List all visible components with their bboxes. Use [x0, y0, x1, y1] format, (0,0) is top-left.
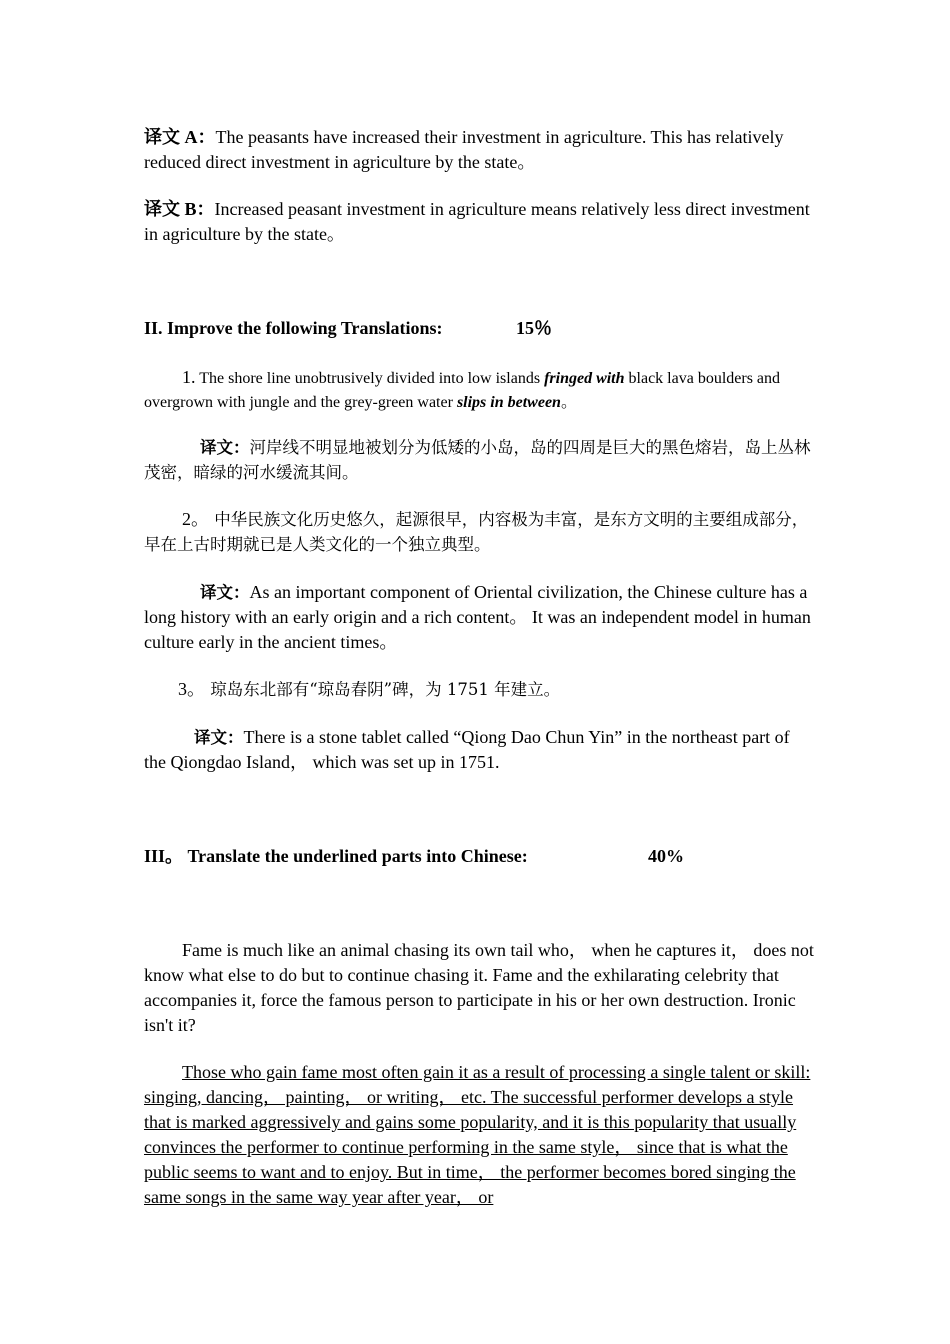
- item-1-emph-a: fringed with: [544, 370, 625, 387]
- item-2-text: 中华民族文化历史悠久，起源很早，内容极为丰富，是东方文明的主要组成部分，早在上古时期就已是人类文化的一个独立典型。: [144, 510, 809, 554]
- item-1-text-c: 。: [560, 394, 577, 411]
- item-3-translation: [144, 725, 814, 775]
- item-1-emph-b: slips in between: [456, 394, 561, 411]
- item-1-text-a: The shore line unobtrusively divided into low islands: [195, 370, 545, 387]
- translation-b-label: 译文 B：: [144, 199, 215, 219]
- translation-a-text: The peasants have increased their investment in agriculture. This has relatively reduced direct investment in agriculture by the state。: [144, 127, 784, 172]
- item-2-trans-label: 译文：: [200, 583, 250, 602]
- passage-paragraph-1: Fame is much like an animal chasing its own tail who， when he captures it， does not know what else to do but to continue chasing it. Fame and the exhilarating celebrity that accompanies it, force the famous person to participate in his or her own destruction. Ironic isn't it?: [144, 940, 814, 1035]
- section-2-title: II. Improve the following Translations:: [144, 318, 443, 338]
- item-1-trans-text: 河岸线不明显地被划分为低矮的小岛，岛的四周是巨大的黑色熔岩，岛上丛林茂密，暗绿的河水缓流其间。: [144, 438, 811, 482]
- item-3-trans-label: 译文：: [194, 728, 244, 747]
- translation-b: [144, 197, 814, 247]
- item-3-trans-text: There is a stone tablet called “Qiong Dao Chun Yin” in the northeast part of the Qiongdao Island， which was set up in 1751.: [144, 727, 790, 772]
- item-1-number: 1.: [182, 367, 196, 387]
- section-2-percent: 15％: [516, 318, 552, 338]
- item-2-translation: [144, 580, 814, 655]
- translation-a-label: 译文 A：: [144, 127, 216, 147]
- item-2-trans-text: As an important component of Oriental civilization, the Chinese culture has a long history with an early origin and a rich content。 It was an independent model in human culture early in the ancient times。: [144, 582, 811, 652]
- translation-a: [144, 125, 814, 175]
- item-3-number: 3。: [178, 679, 205, 699]
- section-3-title: III。 Translate the underlined parts into Chinese:: [144, 846, 528, 866]
- item-1-trans-label: 译文：: [200, 438, 250, 457]
- translation-b-text: Increased peasant investment in agriculture means relatively less direct investment in agriculture by the state。: [144, 199, 810, 244]
- item-2-source: [144, 507, 814, 557]
- item-1-translation: [144, 435, 814, 485]
- item-1-text-b: black lava boulders and overgrown with jungle and the grey-green water: [144, 370, 781, 411]
- item-3-source: [144, 677, 814, 702]
- section-3-percent: 40%: [648, 846, 684, 866]
- item-1-source: [144, 365, 814, 415]
- item-3-text: 琼岛东北部有“琼岛春阴”碑，为 1751 年建立。: [205, 680, 561, 699]
- item-2-number: 2。: [182, 509, 209, 529]
- passage-paragraph-2-underlined: Those who gain fame most often gain it as a result of processing a single talent or skill: singing, dancing， painting， or writing， etc. The successful performer develops a style that is marked aggressively and gains some popularity, and it is this popularity that usually convinces the performer to continue performing in the same style， since that is what the public seems to want and to enjoy. But in time， the performer becomes bored singing the same songs in the same way year after year， or: [144, 1062, 811, 1207]
